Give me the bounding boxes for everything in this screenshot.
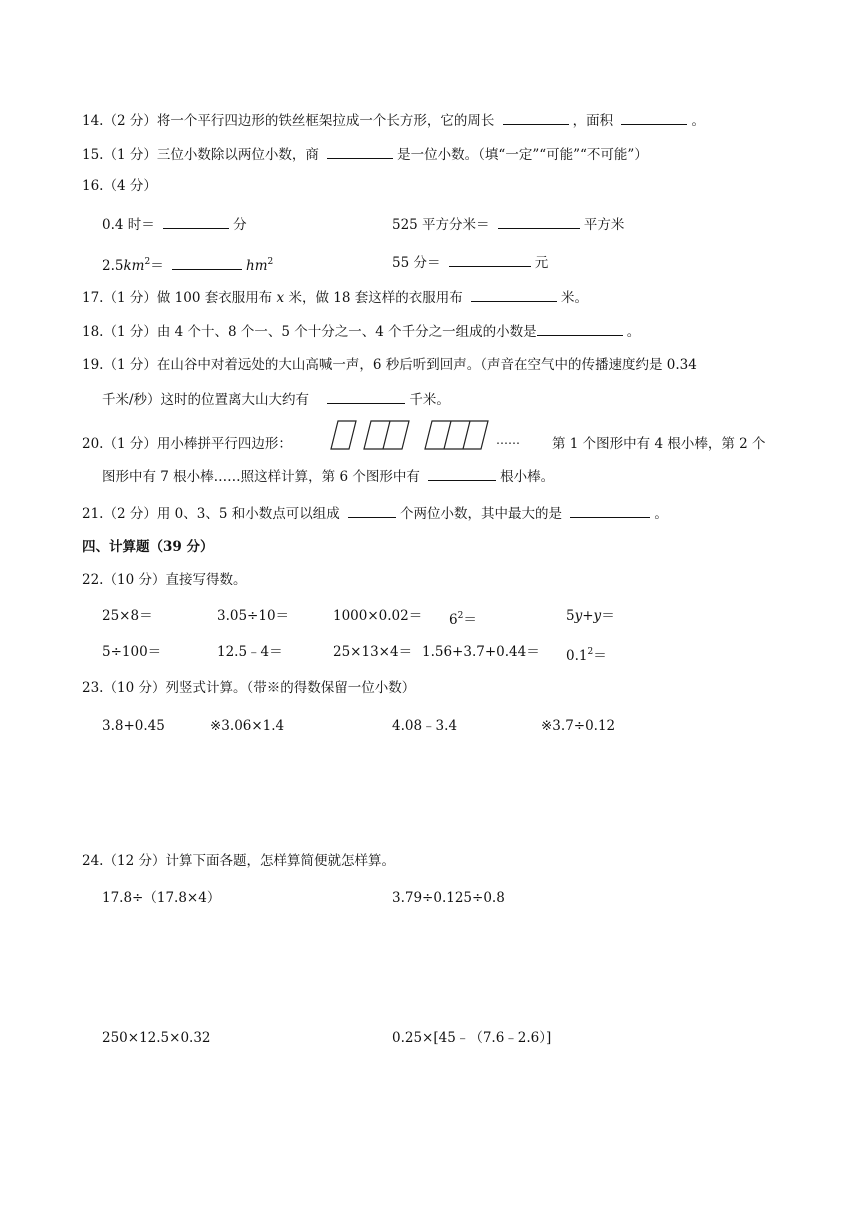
question-score: （1 分） (103, 436, 157, 452)
mental-math-item: 3.05÷10＝ (217, 608, 290, 624)
section-heading (82, 537, 214, 557)
superscript: 2 (267, 257, 274, 267)
question-score: （10 分） (103, 680, 166, 696)
simplify-calc-item: 0.25×[45﹣（7.6﹣2.6）] (392, 1030, 552, 1046)
question-17 (82, 287, 588, 308)
simplify-calc-item: 250×12.5×0.32 (102, 1030, 211, 1046)
question-score: （1 分） (103, 290, 157, 306)
mental-math-item: 25×13×4＝ (333, 644, 413, 660)
question-number: 15. (82, 147, 104, 163)
question-score: （2 分） (103, 113, 157, 129)
variable-x: x (276, 290, 285, 306)
question-text: ，面积 (572, 113, 614, 129)
ellipsis: …… (496, 433, 520, 447)
question-text: 米，做 18 套这样的衣服用布 (288, 290, 463, 306)
mental-math-item: ＝ (593, 648, 607, 664)
question-15 (82, 144, 648, 165)
question-text: 个两位小数，其中最大的是 (400, 506, 563, 522)
q22-r1-c5 (566, 606, 615, 626)
question-23 (82, 678, 415, 698)
question-score: （12 分） (103, 853, 166, 869)
question-number: 22. (82, 572, 104, 588)
question-score: （1 分） (103, 147, 157, 163)
mental-math-item: ＝ (463, 612, 477, 628)
question-number: 16. (82, 178, 104, 194)
question-text: 。 (691, 113, 705, 129)
question-14 (82, 110, 705, 131)
question-20-cont (102, 466, 554, 487)
answer-blank[interactable] (449, 252, 531, 267)
q22-r2-c3 (333, 642, 412, 662)
vertical-calc-item: ※3.06×1.4 (210, 718, 285, 734)
question-text: 米。 (561, 290, 589, 306)
question-text: 计算下面各题，怎样算简便就怎样算。 (165, 853, 395, 869)
item-text: ＝ (150, 258, 164, 274)
q16-item-b (392, 214, 624, 235)
question-24 (82, 851, 395, 871)
question-20 (82, 434, 292, 454)
q24-item-4 (392, 1028, 551, 1048)
question-text: 由 4 个十、8 个一、5 个十分之一、4 个千分之一组成的小数是 (156, 324, 537, 340)
answer-blank[interactable] (348, 503, 396, 518)
question-text: 在山谷中对着远处的大山高喊一声，6 秒后听到回声。（声音在空气中的传播速度约是 0.34 (156, 357, 697, 373)
q16-item-a (102, 214, 247, 235)
question-text: 是一位小数。（填“一定”“可能”“不可能”） (397, 147, 648, 163)
question-score: （10 分） (103, 572, 166, 588)
answer-blank[interactable] (327, 389, 405, 404)
superscript: 2 (587, 647, 594, 657)
item-text: 0.4 时＝ (102, 217, 155, 233)
vertical-calc-item: 3.8+0.45 (102, 718, 165, 734)
question-text: 用 0、3、5 和小数点可以组成 (156, 506, 340, 522)
question-text: 做 100 套衣服用布 (156, 290, 273, 306)
question-number: 24. (82, 853, 104, 869)
answer-blank[interactable] (163, 214, 229, 229)
question-score: （1 分） (103, 324, 157, 340)
mental-math-item: ＝ (601, 608, 615, 624)
answer-blank[interactable] (428, 466, 496, 481)
section-title: 四、计算题（39 分） (82, 539, 214, 555)
mental-math-item: 25×8＝ (102, 608, 153, 624)
unit-text: 元 (534, 255, 549, 271)
mental-math-item: 5÷100＝ (102, 644, 162, 660)
question-score: （4 分） (103, 178, 157, 194)
answer-blank[interactable] (327, 144, 393, 159)
question-number: 18. (82, 324, 104, 340)
question-20-tail2 (552, 434, 766, 454)
question-text: 根小棒。 (500, 469, 555, 485)
answer-blank[interactable] (498, 214, 580, 229)
q22-r2-c5 (566, 642, 607, 666)
unit-text: 平方米 (583, 217, 625, 233)
q22-r1-c4 (449, 606, 477, 630)
question-19 (82, 355, 697, 375)
q23-item-2 (210, 716, 284, 736)
question-18 (82, 321, 640, 342)
question-22 (82, 570, 246, 590)
superscript: 2 (144, 257, 151, 267)
answer-blank[interactable] (537, 321, 623, 336)
question-number: 21. (82, 506, 104, 522)
item-text: 55 分＝ (392, 255, 441, 271)
question-text: 直接写得数。 (165, 572, 247, 588)
question-number: 14. (82, 113, 104, 129)
answer-blank[interactable] (570, 503, 650, 518)
mental-math-item: 0.1 (566, 648, 588, 664)
mental-math-item: 12.5﹣4＝ (217, 644, 283, 660)
question-text: 。 (654, 506, 668, 522)
superscript: 2 (457, 611, 464, 621)
parallelogram-sticks-figure (322, 418, 522, 452)
q22-r1-c2 (217, 606, 289, 626)
variable-y: y (593, 608, 602, 624)
simplify-calc-item: 3.79÷0.125÷0.8 (392, 890, 505, 906)
q24-item-2 (392, 888, 505, 908)
parallelogram-figure-3 (425, 421, 488, 449)
question-number: 23. (82, 680, 104, 696)
question-text: 列竖式计算。（带※的得数保留一位小数） (165, 680, 416, 696)
q23-item-1 (102, 716, 165, 736)
parallelogram-figure-1 (331, 421, 356, 449)
q24-item-3 (102, 1028, 211, 1048)
question-number: 17. (82, 290, 104, 306)
q23-item-3 (392, 716, 457, 736)
mental-math-item: + (582, 608, 594, 624)
question-score: （1 分） (103, 357, 157, 373)
question-number: 20. (82, 436, 104, 452)
unit-hm: hm (246, 258, 268, 274)
question-text: 三位小数除以两位小数，商 (156, 147, 319, 163)
question-text: 千米/秒）这时的位置离大山大约有 (102, 392, 310, 408)
question-score: （2 分） (103, 506, 157, 522)
answer-blank[interactable] (621, 110, 687, 125)
answer-blank[interactable] (172, 255, 242, 270)
variable-y: y (574, 608, 583, 624)
q16-item-c (102, 252, 273, 276)
question-text: 用小棒拼平行四边形： (156, 436, 292, 452)
q24-item-1 (102, 888, 220, 908)
q22-r2-c4 (422, 642, 540, 662)
simplify-calc-item: 17.8÷（17.8×4） (102, 890, 221, 906)
question-text: 第 1 个图形中有 4 根小棒，第 2 个 (552, 436, 766, 452)
question-21 (82, 503, 668, 524)
item-text: 2.5 (102, 258, 124, 274)
question-text: 图形中有 7 根小棒……照这样计算，第 6 个图形中有 (102, 469, 420, 485)
question-16 (82, 176, 157, 196)
q16-item-d (392, 252, 548, 273)
q22-r1-c3 (333, 606, 422, 626)
answer-blank[interactable] (471, 287, 557, 302)
mental-math-item: 6 (449, 612, 458, 628)
answer-blank[interactable] (503, 110, 569, 125)
mental-math-item: 1000×0.02＝ (333, 608, 423, 624)
question-19-cont (102, 389, 450, 410)
question-text: 将一个平行四边形的铁丝框架拉成一个长方形，它的周长 (156, 113, 495, 129)
question-text: 千米。 (409, 392, 450, 408)
mental-math-item: 5 (566, 608, 575, 624)
unit-km: km (123, 258, 145, 274)
q23-item-4 (541, 716, 615, 736)
q22-r1-c1 (102, 606, 153, 626)
unit-text: 分 (233, 217, 247, 233)
question-20-tail (496, 430, 520, 450)
question-number: 19. (82, 357, 104, 373)
vertical-calc-item: 4.08﹣3.4 (392, 718, 458, 734)
mental-math-item: 1.56+3.7+0.44＝ (422, 644, 540, 660)
vertical-calc-item: ※3.7÷0.12 (541, 718, 616, 734)
q22-r2-c1 (102, 642, 161, 662)
q22-r2-c2 (217, 642, 283, 662)
question-text: 。 (626, 324, 641, 340)
item-text: 525 平方分米＝ (392, 217, 490, 233)
